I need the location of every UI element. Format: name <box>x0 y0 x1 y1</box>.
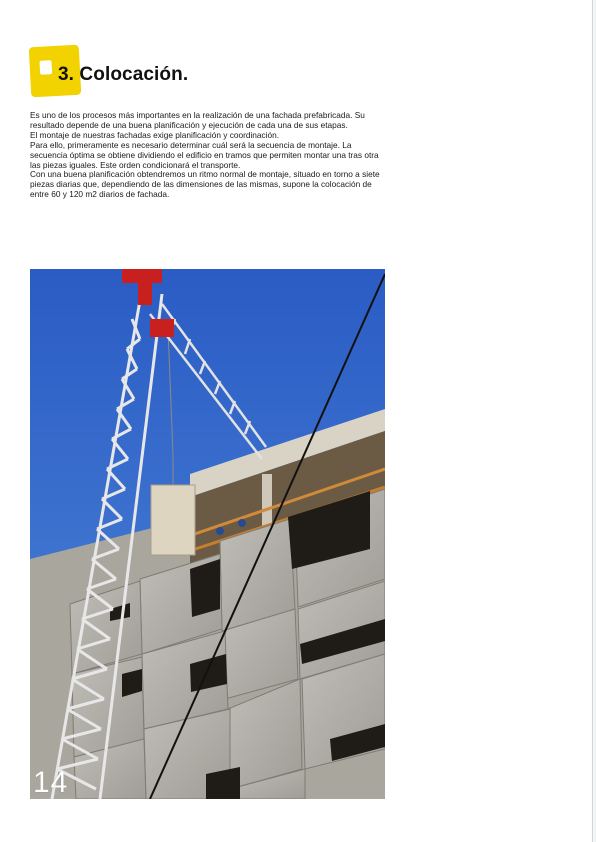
page-number: 14 <box>33 766 69 799</box>
crane-facade-illustration <box>30 269 385 799</box>
paragraph-2: El montaje de nuestras fachadas exige planificación y coordinación. <box>30 129 280 140</box>
page-edge <box>590 0 596 842</box>
page-edge-line <box>592 0 593 842</box>
body-text <box>30 111 386 200</box>
section-header <box>30 46 189 96</box>
construction-photo <box>30 269 385 799</box>
section-title: 3. Colocación. <box>58 64 189 85</box>
paragraph-4: Con una buena planificación obtendremos un ritmo normal de montaje, situado en torno a siete piezas diarias que, dependiendo de las dimensiones de las mismas, supone la colocación de entre 60 y 120 m2 diarios de fachada. <box>30 169 380 200</box>
worker-1 <box>216 527 224 535</box>
paragraph-3: Para ello, primeramente es necesario determinar cuál será la secuencia de montaje. La secuencia óptima se obtiene dividiendo el edificio en tramos que permiten montar una tras otra las piezas iguales. Este orden condicionará el transporte. <box>30 139 379 170</box>
hanging-panel <box>151 485 195 555</box>
paragraph-1: Es uno de los procesos más importantes en la realización de una fachada prefabricada. Su resultado depende de una buena planificación y ejecución de cada una de sus etapas. <box>30 110 365 130</box>
worker-2 <box>238 519 246 527</box>
